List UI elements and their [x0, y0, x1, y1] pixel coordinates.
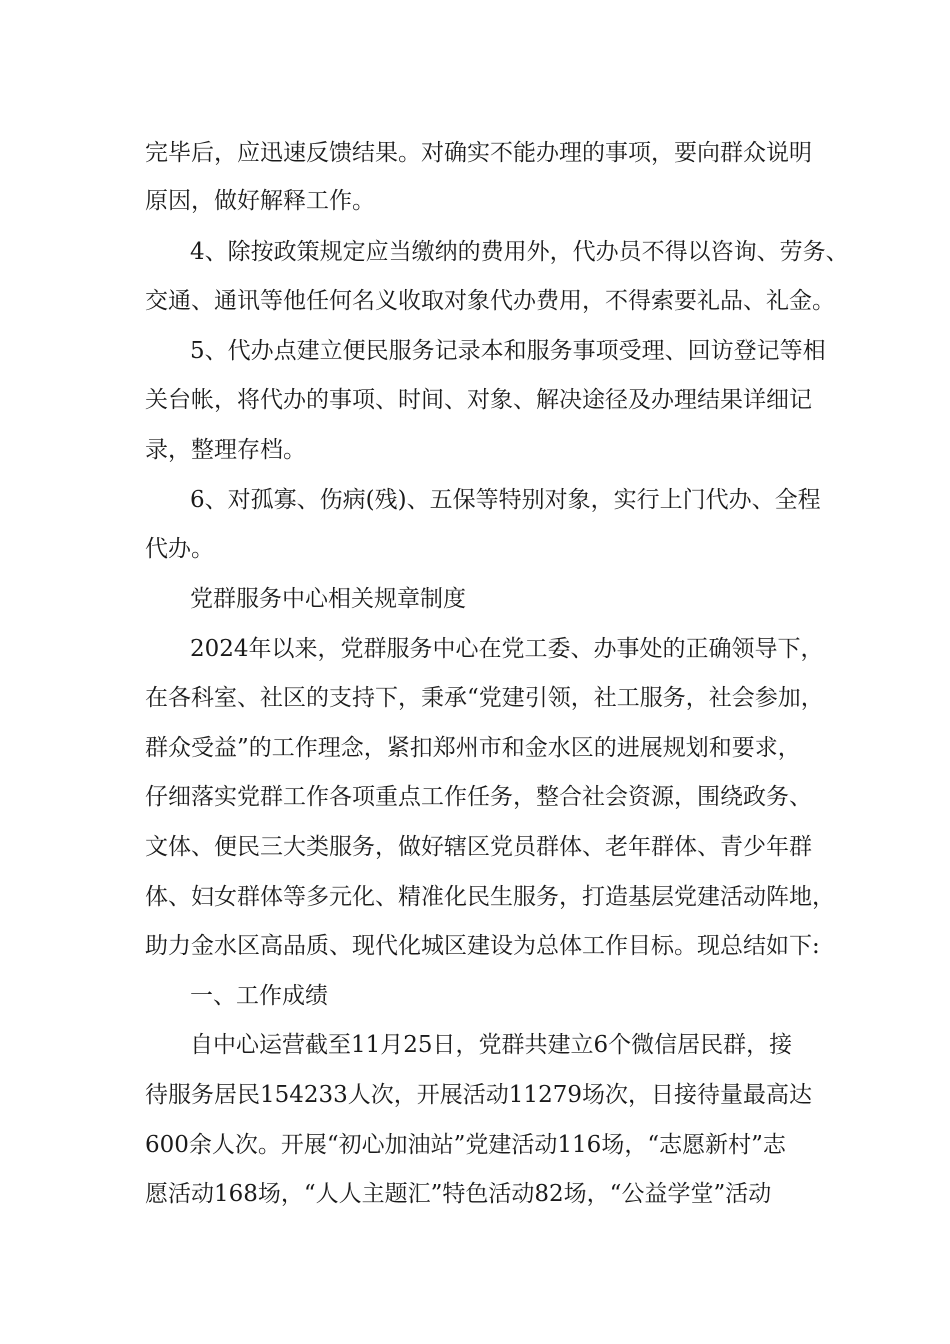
paragraph-line: 交通、通讯等他任何名义收取对象代办费用，不得索要礼品、礼金。 — [145, 288, 835, 314]
paragraph-line: 仔细落实党群工作各项重点工作任务，整合社会资源，围绕政务、 — [145, 784, 812, 810]
paragraph-line: 录，整理存档。 — [145, 437, 306, 463]
paragraph-line: 群众受益”的工作理念，紧扣郑州市和金水区的进展规划和要求， — [145, 735, 801, 761]
paragraph-line: 自中心运营截至11月25日，党群共建立6个微信居民群，接 — [190, 1032, 793, 1058]
paragraph-line: 原因，做好解释工作。 — [145, 188, 375, 214]
paragraph-line: 2024年以来，党群服务中心在党工委、办事处的正确领导下， — [190, 636, 824, 662]
paragraph-line: 6、对孤寡、伤病(残)、五保等特别对象，实行上门代办、全程 — [190, 487, 821, 513]
paragraph-line: 5、代办点建立便民服务记录本和服务事项受理、回访登记等相 — [190, 338, 826, 364]
paragraph-line: 完毕后，应迅速反馈结果。对确实不能办理的事项，要向群众说明 — [145, 140, 812, 166]
paragraph-line: 待服务居民154233人次，开展活动11279场次，日接待量最高达 — [145, 1082, 812, 1108]
section-heading: 一、工作成绩 — [190, 983, 328, 1009]
paragraph-line: 愿活动168场，“人人主题汇”特色活动82场，“公益学堂”活动 — [145, 1181, 772, 1207]
paragraph-line: 代办。 — [145, 536, 214, 562]
paragraph-line: 体、妇女群体等多元化、精准化民生服务，打造基层党建活动阵地， — [145, 884, 835, 910]
paragraph-line: 600余人次。开展“初心加油站”党建活动116场，“志愿新村”志 — [145, 1132, 786, 1158]
paragraph-line: 文体、便民三大类服务，做好辖区党员群体、老年群体、青少年群 — [145, 834, 812, 860]
paragraph-line: 关台帐，将代办的事项、时间、对象、解决途径及办理结果详细记 — [145, 387, 812, 413]
paragraph-line: 4、除按政策规定应当缴纳的费用外，代办员不得以咨询、劳务、 — [190, 239, 849, 265]
paragraph-line: 在各科室、社区的支持下，秉承“党建引领，社工服务，社会参加， — [145, 685, 824, 711]
paragraph-line: 助力金水区高品质、现代化城区建设为总体工作目标。现总结如下: — [145, 933, 820, 959]
section-heading: 党群服务中心相关规章制度 — [190, 586, 466, 612]
